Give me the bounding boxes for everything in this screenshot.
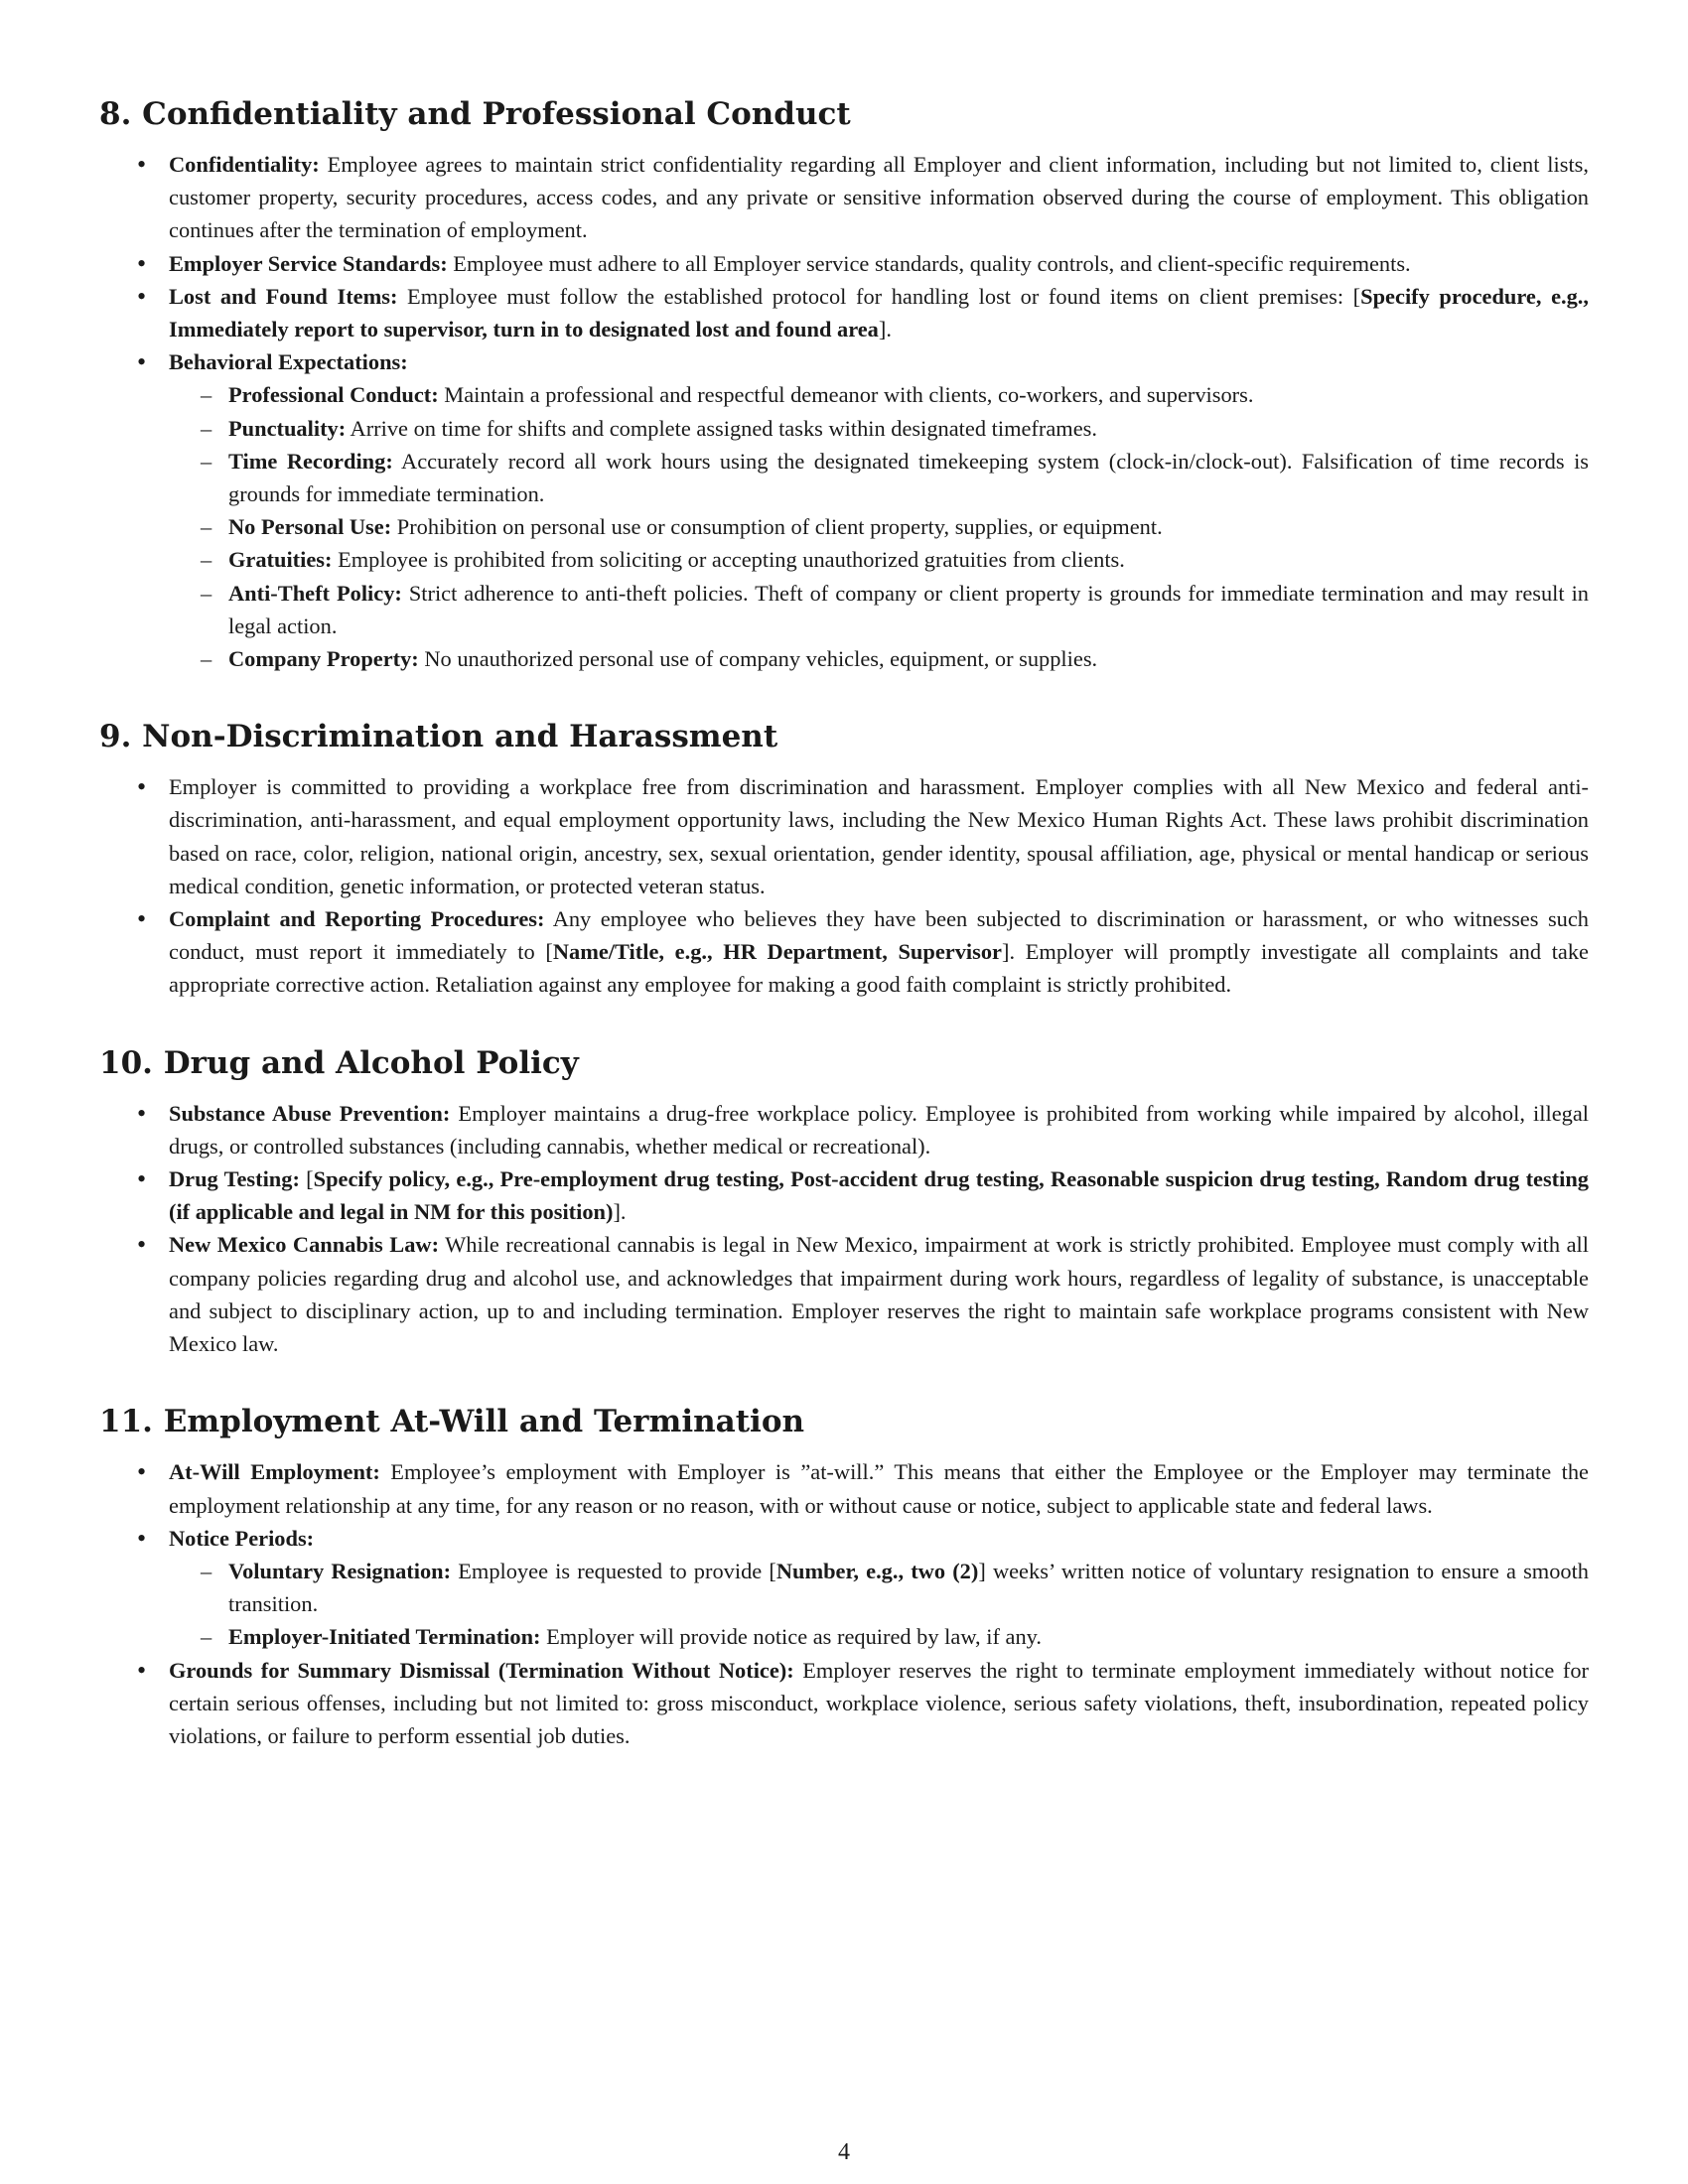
sub-list-item	[169, 412, 1589, 445]
bullet-list	[99, 770, 1589, 1001]
item-term: Confidentiality:	[169, 152, 320, 177]
bullet-list	[99, 1097, 1589, 1361]
section-heading: 8. Confidentiality and Professional Conduct	[99, 96, 851, 132]
sub-list-item	[169, 1620, 1589, 1653]
item-term: No Personal Use:	[228, 514, 392, 540]
item-placeholder: Specify procedure, e.g., Immediately report to supervisor, turn in to designated lost and found area	[169, 283, 1590, 342]
item-text: Arrive on time for shifts and complete assigned tasks within designated timeframes.	[346, 415, 1097, 441]
item-term: Professional Conduct:	[228, 382, 439, 408]
sub-list-item	[169, 543, 1589, 576]
item-term: Employer-Initiated Termination:	[228, 1624, 541, 1650]
section-heading: 10. Drug and Alcohol Policy	[99, 1044, 579, 1081]
sub-list-item	[169, 378, 1589, 411]
list-item	[99, 1455, 1589, 1521]
sub-list-item	[169, 642, 1589, 675]
list-item	[99, 280, 1589, 345]
list-item	[99, 1228, 1589, 1360]
item-text: ]. Employer will promptly investigate all complaints and take appropriate corrective action. Retaliation against any employee for making a good faith complaint is strictly prohibited.	[169, 939, 1589, 998]
section-heading: 9. Non-Discrimination and Harassment	[99, 719, 778, 755]
item-term: Lost and Found Items:	[169, 283, 398, 309]
item-term: Behavioral Expectations:	[169, 349, 408, 375]
item-placeholder: Name/Title, e.g., HR Department, Supervisor	[552, 939, 1002, 965]
section-10	[99, 1043, 1589, 1361]
section-11	[99, 1402, 1589, 1752]
item-text: ].	[613, 1199, 627, 1225]
item-text: Employer is committed to providing a workplace free from discrimination and harassment. Employer complies with all New Mexico and federal anti-discrimination, anti-harassment, and equal employment opportunity laws, including the New Mexico Human Rights Act. These laws prohibit discrimination based on race, color, religion, national origin, ancestry, sex, sexual orientation, gender identity, spousal affiliation, age, physical or mental handicap or serious medical condition, genetic information, or protected veteran status.	[169, 774, 1589, 898]
item-term: Grounds for Summary Dismissal (Termination Without Notice):	[169, 1657, 794, 1683]
item-text: [	[299, 1166, 314, 1192]
sub-list-item	[169, 1555, 1589, 1620]
item-placeholder: Number, e.g., two (2)	[775, 1558, 979, 1583]
item-term: Anti-Theft Policy:	[228, 580, 402, 606]
item-text: Employee is requested to provide [	[451, 1558, 776, 1583]
list-item	[99, 1654, 1589, 1753]
section-8	[99, 94, 1589, 675]
item-term: Substance Abuse Prevention:	[169, 1100, 451, 1126]
item-text: Employee’s employment with Employer is ”at-will.” This means that either the Employee or the Employer may terminate the employment relationship at any time, for any reason or no reason, with or without cause or notice, subject to applicable state and federal laws.	[169, 1459, 1589, 1518]
item-text: ].	[878, 317, 892, 342]
sub-list-item	[169, 510, 1589, 543]
list-item	[99, 1097, 1589, 1162]
item-term: Gratuities:	[228, 547, 333, 573]
item-text: Employee is prohibited from soliciting or accepting unauthorized gratuities from clients.	[332, 547, 1125, 573]
bullet-list	[99, 148, 1589, 675]
item-text: While recreational cannabis is legal in New Mexico, impairment at work is strictly prohibited. Employee must comply with all company policies regarding drug and alcohol use, and acknowledges that impairment during work hours, regardless of legality of substance, is unacceptable and subject to disciplinary action, up to and including termination. Employer reserves the right to maintain safe workplace programs consistent with New Mexico law.	[169, 1232, 1589, 1357]
item-text: Employer reserves the right to terminate employment immediately without notice for certain serious offenses, including but not limited to: gross misconduct, workplace violence, serious safety violations, theft, insubordination, repeated policy violations, or failure to perform essential job duties.	[169, 1657, 1589, 1748]
item-text: No unauthorized personal use of company vehicles, equipment, or supplies.	[418, 646, 1098, 672]
item-text: ] weeks’ written notice of voluntary resignation to ensure a smooth transition.	[228, 1558, 1590, 1617]
item-text: Employer will provide notice as required by law, if any.	[540, 1624, 1042, 1650]
item-text: Strict adherence to anti-theft policies. Theft of company or client property is grounds for immediate termination and may result in legal action.	[228, 580, 1589, 638]
item-text: Accurately record all work hours using the designated timekeeping system (clock-in/clock-out). Falsification of time records is grounds for immediate termination.	[228, 448, 1589, 507]
sub-list-item	[169, 445, 1589, 510]
item-term: Drug Testing:	[169, 1166, 300, 1192]
sub-list	[169, 378, 1589, 675]
item-text: Employee must adhere to all Employer service standards, quality controls, and client-specific requirements.	[447, 250, 1411, 276]
item-text: Employer maintains a drug-free workplace policy. Employee is prohibited from working while impaired by alcohol, illegal drugs, or controlled substances (including cannabis, whether medical or recreational).	[169, 1100, 1589, 1159]
item-text: Employee must follow the established protocol for handling lost or found items on client premises: [	[397, 283, 1361, 309]
item-term: Employer Service Standards:	[169, 250, 448, 276]
item-term: At-Will Employment:	[169, 1459, 380, 1485]
list-item	[99, 1522, 1589, 1654]
item-term: Punctuality:	[228, 415, 347, 441]
item-term: Voluntary Resignation:	[228, 1558, 452, 1583]
list-item	[99, 770, 1589, 902]
list-item	[99, 902, 1589, 1002]
item-text: Employee agrees to maintain strict confidentiality regarding all Employer and client information, including but not limited to, client lists, customer property, security procedures, access codes, and any private or sensitive information observed during the course of employment. This obligation continues after the termination of employment.	[169, 152, 1589, 243]
page-number: 4	[838, 2139, 850, 2165]
list-item	[99, 247, 1589, 280]
item-term: Company Property:	[228, 646, 419, 672]
item-text: Prohibition on personal use or consumption of client property, supplies, or equipment.	[391, 514, 1163, 540]
sub-list-item	[169, 577, 1589, 642]
sub-list	[169, 1555, 1589, 1654]
section-9	[99, 717, 1589, 1001]
section-heading: 11. Employment At-Will and Termination	[99, 1404, 805, 1440]
item-text: Maintain a professional and respectful demeanor with clients, co-workers, and supervisors.	[438, 382, 1254, 408]
item-placeholder: Specify policy, e.g., Pre-employment drug testing, Post-accident drug testing, Reasonable suspicion drug testing, Random drug testing (if applicable and legal in NM for this position)	[169, 1166, 1590, 1225]
item-text: Any employee who believes they have been subjected to discrimination or harassment, or who witnesses such conduct, must report it immediately to [	[169, 906, 1589, 965]
list-item	[99, 345, 1589, 675]
item-term: Time Recording:	[228, 448, 393, 474]
item-term: Notice Periods:	[169, 1525, 315, 1551]
item-term: New Mexico Cannabis Law:	[169, 1232, 440, 1258]
item-term: Complaint and Reporting Procedures:	[169, 906, 545, 932]
list-item	[99, 1162, 1589, 1228]
document-page	[99, 94, 1589, 1794]
bullet-list	[99, 1455, 1589, 1752]
list-item	[99, 148, 1589, 247]
